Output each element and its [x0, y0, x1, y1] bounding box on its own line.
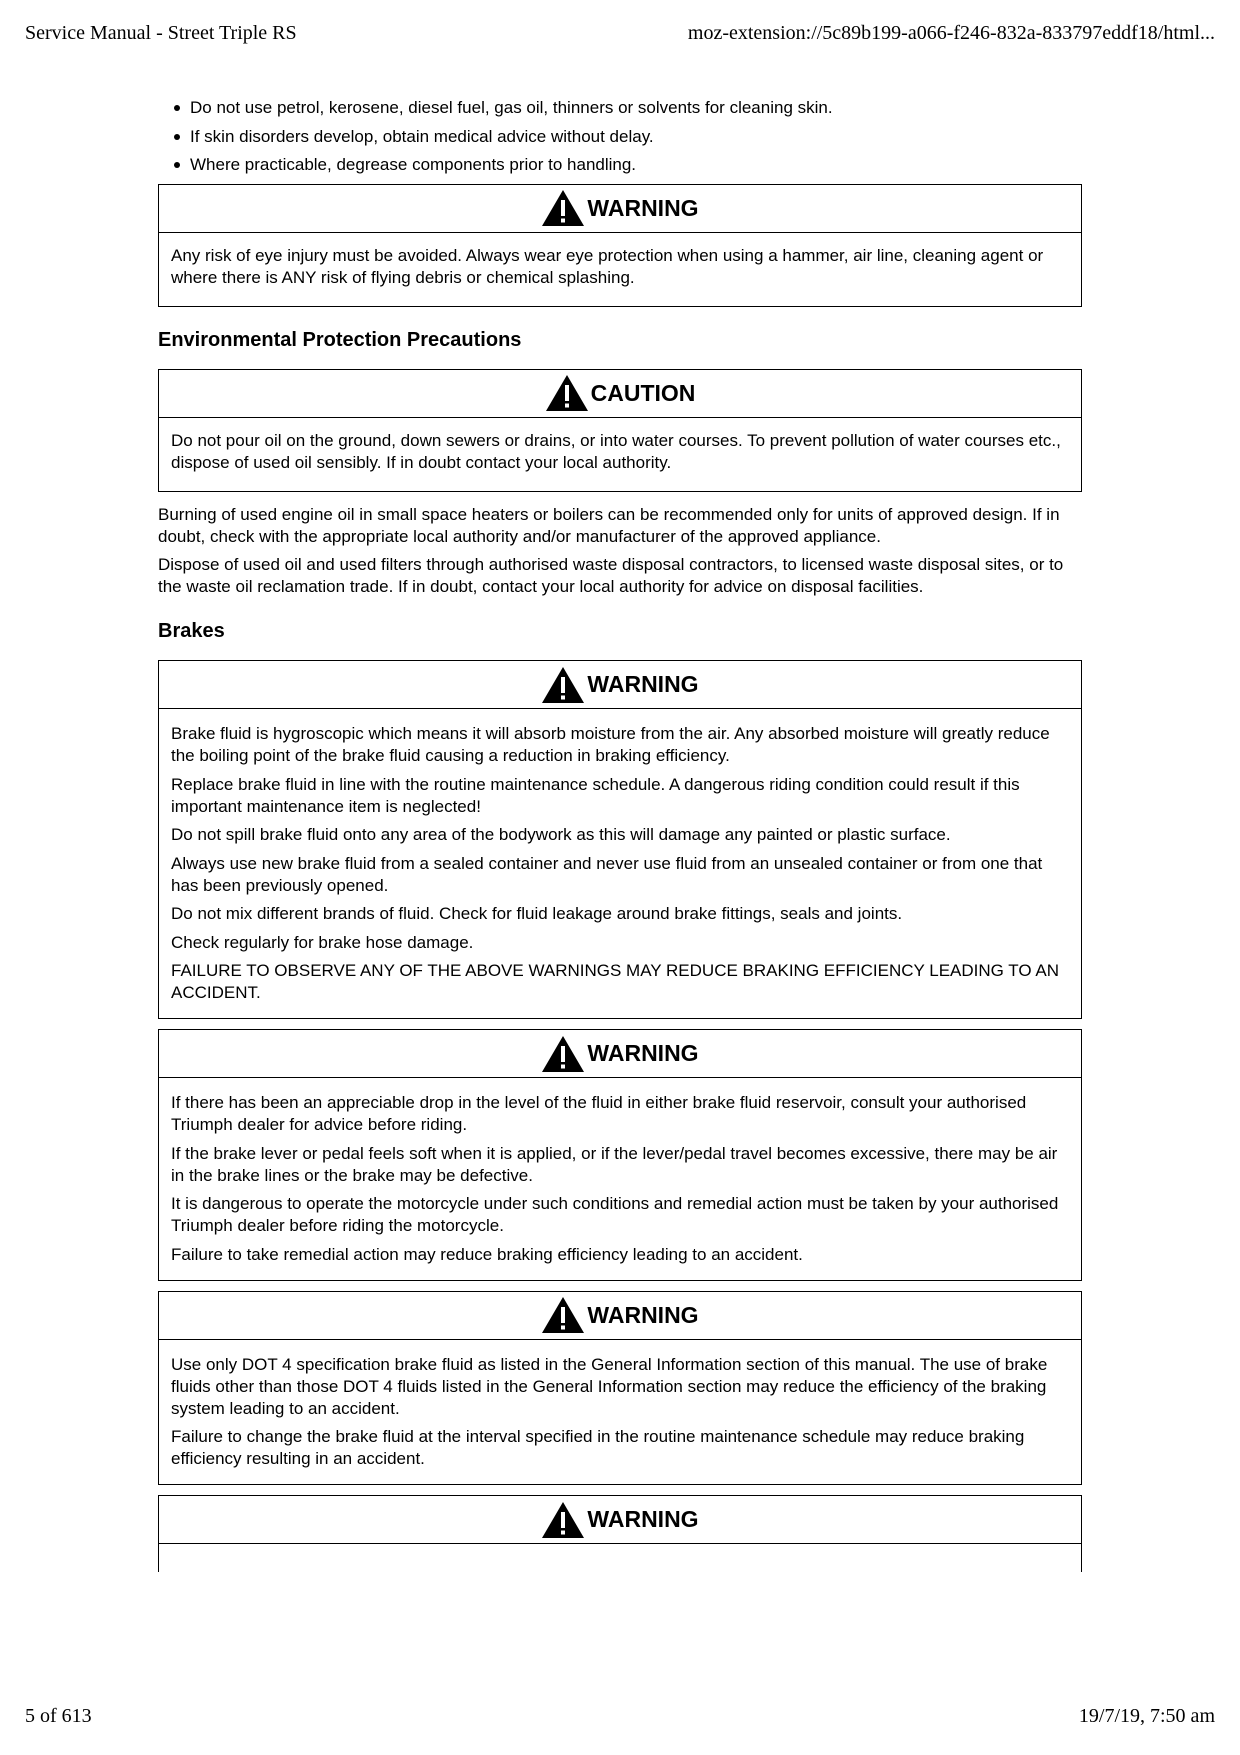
warning-line: If there has been an appreciable drop in the level of the fluid in either brake fluid reservoir, consult your authorised Triumph dealer for advice before riding.: [171, 1093, 1027, 1134]
warning-line: Always use new brake fluid from a sealed container and never use fluid from an unsealed container or from one that has been previously opened.: [171, 853, 1043, 895]
warning-line: Failure to take remedial action may reduce braking efficiency leading to an accident.: [171, 1244, 803, 1264]
warning-label: WARNING: [587, 1301, 699, 1328]
warning-triangle-icon: [545, 374, 589, 412]
warning-label: WARNING: [587, 1040, 699, 1066]
warning-line: Check regularly for brake hose damage.: [171, 932, 474, 952]
warning-line: Failure to change the brake fluid at the interval specified in the routine maintenance schedule may reduce braking efficiency resulting in an accident.: [171, 1427, 1025, 1468]
warning-triangle-icon: [541, 666, 585, 704]
manual-content: [158, 98, 1082, 1572]
warning-triangle-icon: [541, 1296, 585, 1334]
warning-title: [159, 185, 1081, 233]
warning-title: [159, 1030, 1081, 1078]
warning-box-brake-fluid: [158, 660, 1082, 1019]
section-heading-environmental: Environmental Protection Precautions: [158, 328, 522, 351]
warning-line: Do not spill brake fluid onto any area of the bodywork as this will damage any painted or plastic surface.: [171, 825, 951, 844]
warning-triangle-icon: [541, 189, 585, 227]
caution-box: [158, 369, 1082, 492]
list-item: Where practicable, degrease components prior to handling.: [172, 155, 1082, 175]
warning-label: WARNING: [587, 1506, 699, 1532]
document-title: Service Manual - Street Triple RS: [25, 22, 297, 44]
paragraph-burning-oil: Burning of used engine oil in small space heaters or boilers can be recommended only for units of approved design. If in doubt, check with the appropriate local authority and/or manufacturer of the approved appliance.: [158, 504, 1060, 546]
warning-title: [159, 1292, 1081, 1340]
warning-line: If the brake lever or pedal feels soft when it is applied, or if the lever/pedal travel becomes excessive, there may be air in the brake lines or the brake may be defective.: [171, 1143, 1058, 1185]
warning-label: WARNING: [587, 194, 699, 221]
warning-line: Replace brake fluid in line with the routine maintenance schedule. A dangerous riding condition could result if this important maintenance item is neglected!: [171, 774, 1020, 816]
caution-text: Do not pour oil on the ground, down sewers or drains, or into water courses. To prevent pollution of water courses etc., dispose of used oil sensibly. If in doubt contact your local authority.: [171, 430, 1061, 472]
warning-line: Use only DOT 4 specification brake fluid as listed in the General Information section of this manual. The use of brake fluids other than those DOT 4 fluids listed in the General Information section may reduce the efficiency of the braking system leading to an accident.: [171, 1354, 1048, 1418]
caution-label: CAUTION: [590, 379, 696, 406]
list-item: If skin disorders develop, obtain medical advice without delay.: [172, 127, 1082, 147]
warning-triangle-icon: [541, 1035, 585, 1073]
warning-line: Do not mix different brands of fluid. Check for fluid leakage around brake fittings, seals and joints.: [171, 904, 903, 923]
warning-title: [159, 1496, 1081, 1544]
warning-triangle-icon: [541, 1501, 585, 1539]
section-heading-brakes: Brakes: [158, 620, 225, 642]
warning-box-fluid-level: [158, 1029, 1082, 1281]
bullet-list: [158, 98, 1082, 175]
warning-label: WARNING: [587, 671, 699, 697]
warning-line: It is dangerous to operate the motorcycle under such conditions and remedial action must be taken by your authorised Triumph dealer before riding the motorcycle.: [171, 1194, 1059, 1235]
page-footer: [25, 1705, 1215, 1728]
page-url: moz-extension://5c89b199-a066-f246-832a-833797eddf18/html...: [687, 22, 1215, 44]
print-datetime: 19/7/19, 7:50 am: [1078, 1705, 1215, 1727]
page-header: [25, 22, 1215, 45]
warning-title: [159, 661, 1081, 709]
list-item: Do not use petrol, kerosene, diesel fuel, gas oil, thinners or solvents for cleaning skin.: [172, 98, 1082, 118]
warning-box-continued: [158, 1495, 1082, 1572]
warning-box-eye: [158, 184, 1082, 307]
page-number: 5 of 613: [25, 1705, 92, 1727]
warning-text: Any risk of eye injury must be avoided. Always wear eye protection when using a hammer, air line, cleaning agent or where there is ANY risk of flying debris or chemical splashing.: [171, 245, 1044, 287]
warning-line: Brake fluid is hygroscopic which means it will absorb moisture from the air. Any absorbed moisture will greatly reduce the boiling point of the brake fluid causing a reduction in braking efficiency.: [171, 724, 1050, 765]
paragraph-dispose-oil: Dispose of used oil and used filters through authorised waste disposal contractors, to licensed waste disposal sites, or to the waste oil reclamation trade. If in doubt, contact your local authority for advice on disposal facilities.: [158, 555, 1064, 596]
warning-box-dot4: [158, 1291, 1082, 1486]
warning-line: FAILURE TO OBSERVE ANY OF THE ABOVE WARNINGS MAY REDUCE BRAKING EFFICIENCY LEADING TO AN ACCIDENT.: [171, 961, 1060, 1002]
caution-title: [159, 370, 1081, 418]
